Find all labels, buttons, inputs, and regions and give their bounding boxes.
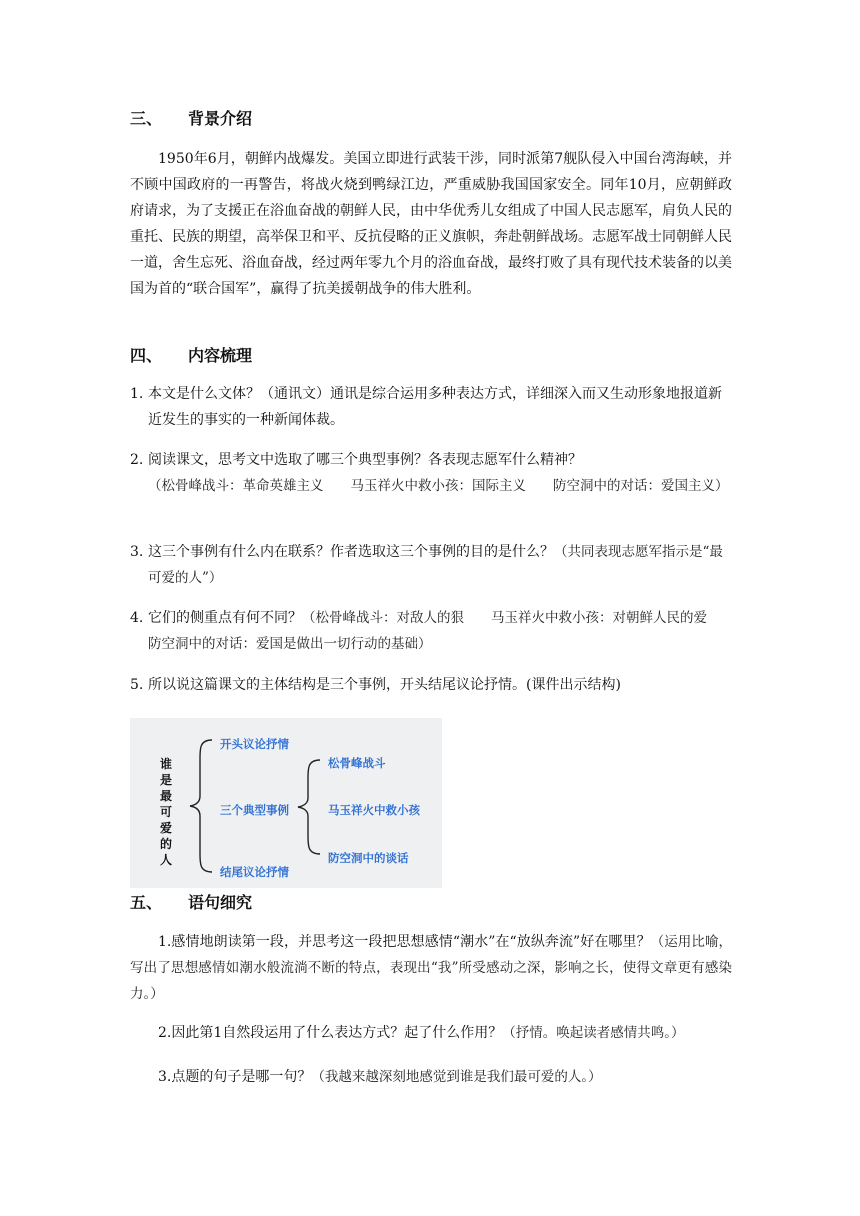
- section-title: 内容梳理: [188, 346, 253, 365]
- section-heading-3: [130, 106, 252, 129]
- section-heading-5: [130, 890, 252, 913]
- diagram-example: 防空洞中的谈话: [328, 851, 409, 865]
- item-number: 3.: [130, 544, 144, 560]
- diagram-example: 马玉祥火中救小孩: [328, 803, 420, 817]
- paragraph-text: 1950年6月，朝鲜内战爆发。美国立即进行武装干涉，同时派第7舰队侵入中国台湾海峡，并不顾中国政府的一再警告，将战火烧到鸭绿江边，严重威胁我国国家安全。同年10月，应朝鲜政府请求，为了支援正在浴血奋战的朝鲜人民，由中华优秀儿女组成了中国人民志愿军，肩负人民的重托、民族的期望，高举保卫和平、反抗侵略的正义旗帜，奔赴朝鲜战场。志愿军战士同朝鲜人民一道，舍生忘死、浴血奋战，经过两年零九个月的浴血奋战，最终打败了具有现代技术装备的以美国为首的“联合国军”，赢得了抗美援朝战争的伟大胜利。: [130, 151, 732, 297]
- section-number: 五、: [130, 893, 163, 912]
- item-note: （共同表现志愿军指示是“最可爱的人”）: [148, 544, 723, 586]
- list-item: [130, 605, 732, 657]
- question-text: 3.点题的句子是哪一句？: [158, 1069, 312, 1085]
- list-item: [130, 381, 732, 433]
- diagram-ending: 结尾议论抒情: [220, 865, 289, 879]
- item-text: 所以说这篇课文的主体结构是三个事例，开头结尾议论抒情。(课件出示结构): [148, 677, 621, 693]
- section-heading-4: [130, 343, 252, 366]
- question-answer: （我越来越深刻地感觉到谁是我们最可爱的人。）: [311, 1069, 602, 1085]
- list-item: [130, 447, 732, 499]
- item-text: 它们的侧重点有何不同？: [148, 610, 302, 626]
- diagram-middle: 三个典型事例: [220, 803, 289, 817]
- question-answer: （运用比喻，写出了思想感情如潮水般流淌不断的特点，表现出“我”所受感动之深，影响之长，使得文章更有感染力。）: [130, 934, 733, 1002]
- list-item: [130, 672, 732, 698]
- item-text: 本文是什么文体？（通讯文）通讯是综合运用多种表达方式，详细深入而又生动形象地报道新近发生的事实的一种新闻体裁。: [148, 386, 722, 428]
- question-2: [130, 1020, 732, 1046]
- question-3: [130, 1064, 732, 1090]
- section-title: 语句细究: [188, 893, 253, 912]
- question-text: 2.因此第1自然段运用了什么表达方式？起了什么作用？: [158, 1025, 503, 1041]
- section-number: 四、: [130, 346, 163, 365]
- item-number: 2.: [130, 452, 144, 468]
- item-note: （松骨峰战斗：对敌人的狠 马玉祥火中救小孩：对朝鲜人民的爱 防空洞中的对话：爱国是做出一切行动的基础）: [148, 610, 734, 652]
- inner-brace: [298, 760, 320, 854]
- item-note: （松骨峰战斗：革命英雄主义 马玉祥火中救小孩：国际主义 防空洞中的对话：爱国主义）: [148, 478, 729, 494]
- item-number: 5.: [130, 677, 144, 693]
- list-item: [130, 539, 732, 591]
- background-paragraph: [130, 146, 732, 302]
- item-text: 这三个事例有什么内在联系？作者选取这三个事例的目的是什么？: [148, 544, 554, 560]
- section-number: 三、: [130, 109, 163, 128]
- diagram-root-label: 谁 是 最 可 爱 的 人: [159, 757, 172, 867]
- diagram-example: 松骨峰战斗: [328, 756, 386, 770]
- question-1: [130, 929, 732, 1007]
- outer-brace: [190, 740, 212, 872]
- structure-diagram: [130, 718, 442, 888]
- question-text: 1.感情地朗读第一段，并思考这一段把思想感情“潮水”在“放纵奔流”好在哪里？: [158, 934, 651, 950]
- item-number: 4.: [130, 610, 144, 626]
- section-title: 背景介绍: [188, 109, 253, 128]
- diagram-opening: 开头议论抒情: [220, 737, 289, 751]
- item-number: 1.: [130, 386, 144, 402]
- item-text: 阅读课文，思考文中选取了哪三个典型事例？各表现志愿军什么精神？: [148, 452, 582, 468]
- question-answer: （抒情。唤起读者感情共鸣。）: [502, 1025, 685, 1041]
